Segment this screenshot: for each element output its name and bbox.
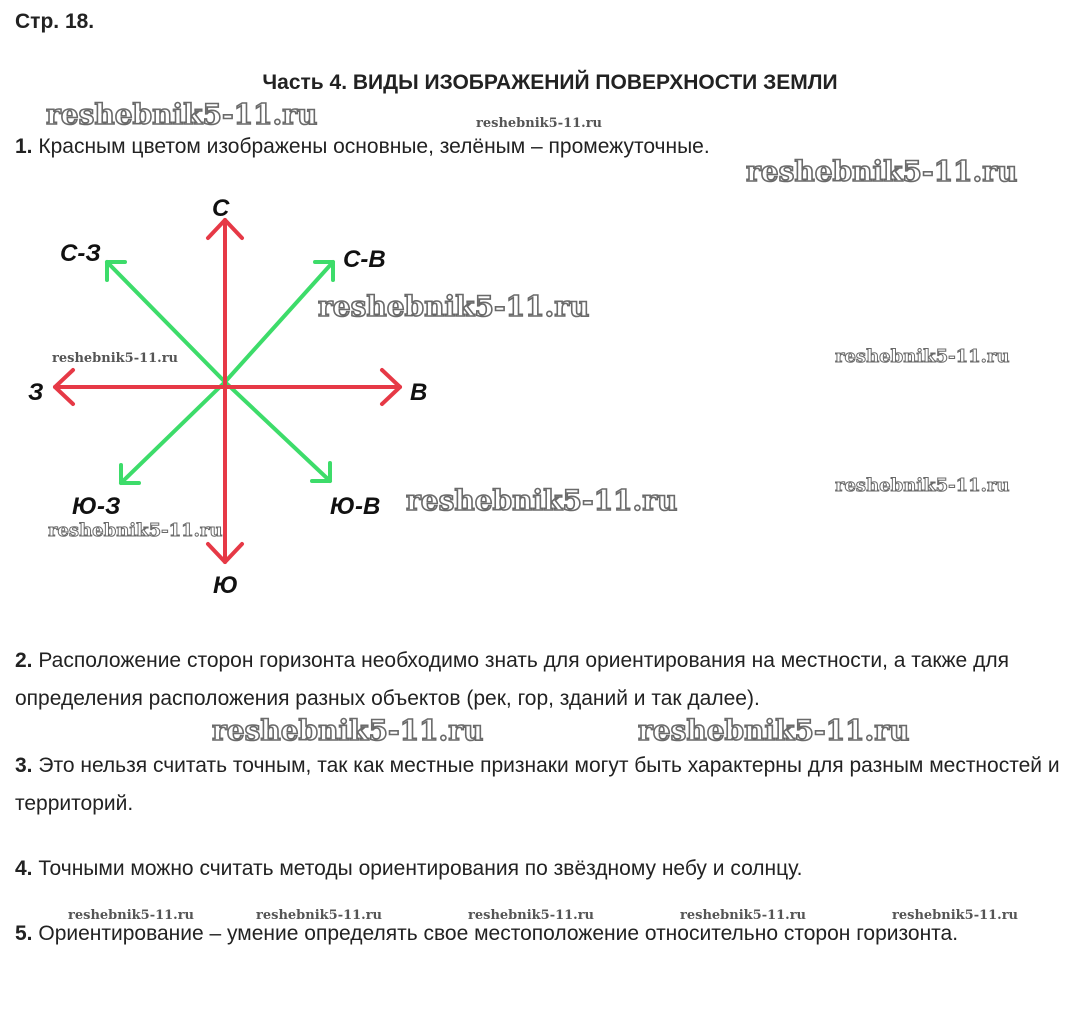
answer-5-text: Ориентирование – умение определять свое местоположение относительно сторон горизонта. (38, 922, 959, 945)
label-north: С (212, 195, 230, 222)
watermark: reshebnik5-11.ru (835, 346, 1010, 367)
answer-3-number: 3. (15, 754, 33, 777)
watermark: reshebnik5-11.ru (468, 908, 595, 923)
watermark: reshebnik5-11.ru (212, 714, 484, 747)
label-northeast: С-В (343, 246, 386, 273)
answer-1-text: Красным цветом изображены основные, зелёным – промежуточные. (38, 135, 710, 158)
label-west: З (28, 379, 44, 406)
page-title: Часть 4. ВИДЫ ИЗОБРАЖЕНИЙ ПОВЕРХНОСТИ ЗЕМЛИ (262, 71, 838, 94)
answer-3 (15, 747, 1083, 823)
answer-4-text: Точными можно считать методы ориентирования по звёздному небу и солнцу. (38, 857, 803, 880)
answer-4 (15, 850, 1075, 888)
arrow-southwest (121, 382, 225, 483)
watermark: reshebnik5-11.ru (476, 116, 603, 131)
answer-4-number: 4. (15, 857, 33, 880)
answer-3-text: Это нельзя считать точным, так как местные признаки могут быть характерны для разным местностей и территорий. (15, 754, 1060, 815)
arrow-southeast (225, 382, 330, 481)
watermark: reshebnik5-11.ru (638, 714, 910, 747)
watermark: reshebnik5-11.ru (892, 908, 1019, 923)
watermark: reshebnik5-11.ru (46, 98, 318, 131)
answer-2-number: 2. (15, 649, 33, 672)
watermark: reshebnik5-11.ru (746, 155, 1018, 188)
answer-2 (15, 642, 1075, 718)
label-northwest: С-З (60, 240, 101, 267)
label-southwest: Ю-З (72, 493, 121, 520)
answer-2-text: Расположение сторон горизонта необходимо знать для ориентирования на местности, а также для определения расположения разных объектов (рек, гор, зданий и так далее). (15, 649, 1009, 710)
label-east: В (410, 379, 428, 406)
watermark: reshebnik5-11.ru (406, 484, 678, 517)
watermark: reshebnik5-11.ru (48, 520, 223, 541)
watermark: reshebnik5-11.ru (680, 908, 807, 923)
compass-diagram (0, 190, 480, 610)
watermark: reshebnik5-11.ru (52, 351, 179, 366)
answer-1-number: 1. (15, 135, 33, 158)
watermark: reshebnik5-11.ru (68, 908, 195, 923)
answer-5-number: 5. (15, 922, 33, 945)
watermark: reshebnik5-11.ru (835, 475, 1010, 496)
watermark: reshebnik5-11.ru (256, 908, 383, 923)
page-number: Стр. 18. (15, 10, 95, 33)
label-south: Ю (213, 572, 239, 599)
intermediate-direction-arrows (107, 262, 333, 483)
watermark: reshebnik5-11.ru (318, 290, 590, 323)
arrow-northeast (225, 262, 333, 382)
label-southeast: Ю-В (330, 493, 381, 520)
